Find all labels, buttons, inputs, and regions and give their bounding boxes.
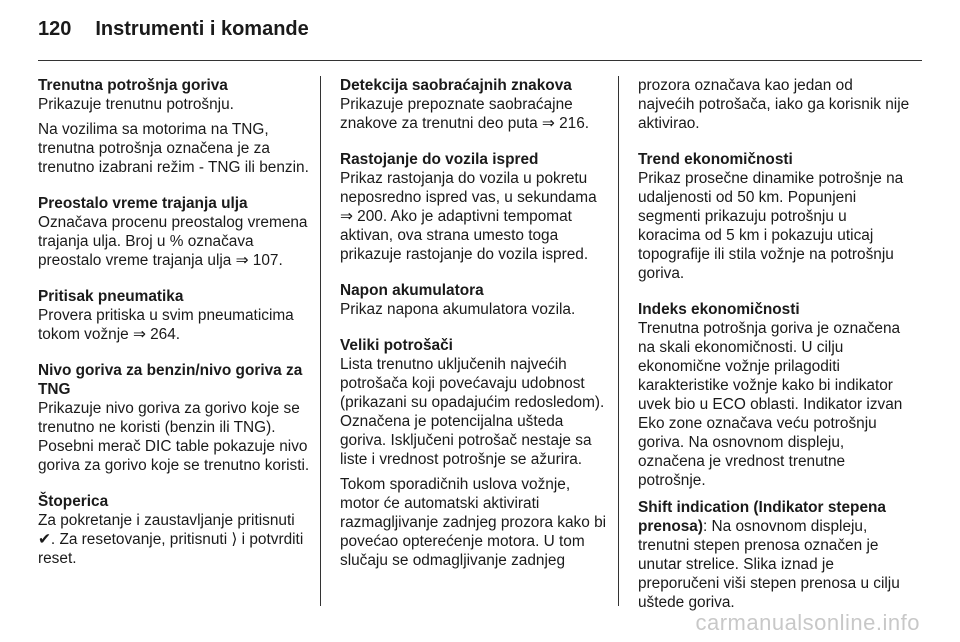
paragraph: Za pokretanje i zaustavljanje pritisnuti ✔. Za resetovanje, pritisnuti ⟩ i potvrditi reset. <box>38 512 304 567</box>
section-rastojanje <box>340 150 612 264</box>
section-heading: Shift indication (Indikator stepena prenosa) <box>638 499 886 535</box>
page-number: 120 <box>38 18 72 40</box>
section-heading: Nivo goriva za benzin/nivo goriva za TNG <box>38 362 303 398</box>
section-pritisak-pneumatika <box>38 287 310 344</box>
section-preostalo-vreme-ulja <box>38 194 310 270</box>
section-napon-akumulatora <box>340 281 612 319</box>
paragraph <box>638 498 910 612</box>
paragraph: Prikaz rastojanja do vozila u pokretu neposredno ispred vas, u sekundama ⇒ 200. Ako je adaptivni tempomat aktivan, ova strana umesto toga prikazuje rastojanje do vozila ispred. <box>340 170 597 263</box>
section-heading: Veliki potrošači <box>340 337 453 354</box>
section-heading: Preostalo vreme trajanja ulja <box>38 195 248 212</box>
header-rule <box>38 60 922 61</box>
paragraph: Označava procenu preostalog vremena trajanja ulja. Broj u % označava preostalo vreme trajanja ulja ⇒ 107. <box>38 214 308 269</box>
paragraph: Prikazuje nivo goriva za gorivo koje se trenutno ne koristi (benzin ili TNG). Posebni merač DIC table pokazuje nivo goriva za gorivo koje se trenutno koristi. <box>38 400 310 474</box>
paragraph: Tokom sporadičnih uslova vožnje, motor će automatski aktivirati razmagljivanje zadnjeg prozora kako bi povećao opterećenje motora. U tom slučaju se odmagljivanje zadnjeg <box>340 476 607 569</box>
paragraph: Prikaz napona akumulatora vozila. <box>340 301 576 318</box>
section-heading: Detekcija saobraćajnih znakova <box>340 77 572 94</box>
paragraph: prozora označava kao jedan od najvećih potrošača, iako ga korisnik nije aktivirao. <box>638 77 910 132</box>
section-heading: Rastojanje do vozila ispred <box>340 151 539 168</box>
section-heading: Napon akumulatora <box>340 282 484 299</box>
paragraph: Prikaz prosečne dinamike potrošnje na udaljenosti od 50 km. Popunjeni segmenti prikazuju potrošnju u koracima od 5 km i pokazuju uticaj topografije ili stila vožnje na potrošnju goriva. <box>638 170 904 282</box>
watermark: carmanualsonline.info <box>695 610 920 635</box>
page-header <box>38 18 309 41</box>
column-divider <box>618 76 619 606</box>
paragraph: Lista trenutno uključenih najvećih potrošača koji povećavaju udobnost (prikazani su opadajućim redosledom). Označena je potencijalna ušteda goriva. Isključeni potrošač nestaje sa liste i vrednost potrošnje se ažurira. <box>340 356 605 468</box>
text-column-1 <box>38 76 310 568</box>
text-column-3 <box>638 76 910 612</box>
section-indeks-ekonomicnosti <box>638 300 910 490</box>
section-trenutna-potrosnja <box>38 76 310 177</box>
paragraph-text: : Na osnovnom displeju, trenutni stepen prenosa označen je unutar strelice. Slika iznad je preporučeni viši stepen prenosa u cilju uštede goriva. <box>638 518 900 611</box>
section-continuation <box>638 76 910 133</box>
section-heading: Trend ekonomičnosti <box>638 151 793 168</box>
section-nivo-goriva <box>38 361 310 475</box>
section-detekcija-znakova <box>340 76 612 133</box>
paragraph: Na vozilima sa motorima na TNG, trenutna potrošnja označena je za trenutno izabrani režim - TNG ili benzin. <box>38 121 309 176</box>
section-shift-indication <box>638 498 910 612</box>
page-title: Instrumenti i komande <box>95 18 309 40</box>
paragraph: Provera pritiska u svim pneumaticima tokom vožnje ⇒ 264. <box>38 307 294 343</box>
paragraph: Prikazuje trenutnu potrošnju. <box>38 96 234 113</box>
section-heading: Pritisak pneumatika <box>38 288 184 305</box>
column-divider <box>320 76 321 606</box>
section-heading: Indeks ekonomičnosti <box>638 301 800 318</box>
section-heading: Štoperica <box>38 493 109 510</box>
section-heading: Trenutna potrošnja goriva <box>38 77 228 94</box>
paragraph: Prikazuje prepoznate saobraćajne znakove za trenutni deo puta ⇒ 216. <box>340 96 590 132</box>
section-stoperica <box>38 492 310 568</box>
section-veliki-potrosaci <box>340 336 612 570</box>
text-column-2 <box>340 76 612 570</box>
section-trend-ekonomicnosti <box>638 150 910 283</box>
paragraph: Trenutna potrošnja goriva je označena na skali ekonomičnosti. U cilju ekonomične vožnje prilagoditi karakteristike vožnje kako bi indikator uvek bio u ECO oblasti. Indikator izvan Eko zone označava veću potrošnju goriva. Na osnovnom displeju, označena je vrednost trenutne potrošnje. <box>638 320 903 489</box>
